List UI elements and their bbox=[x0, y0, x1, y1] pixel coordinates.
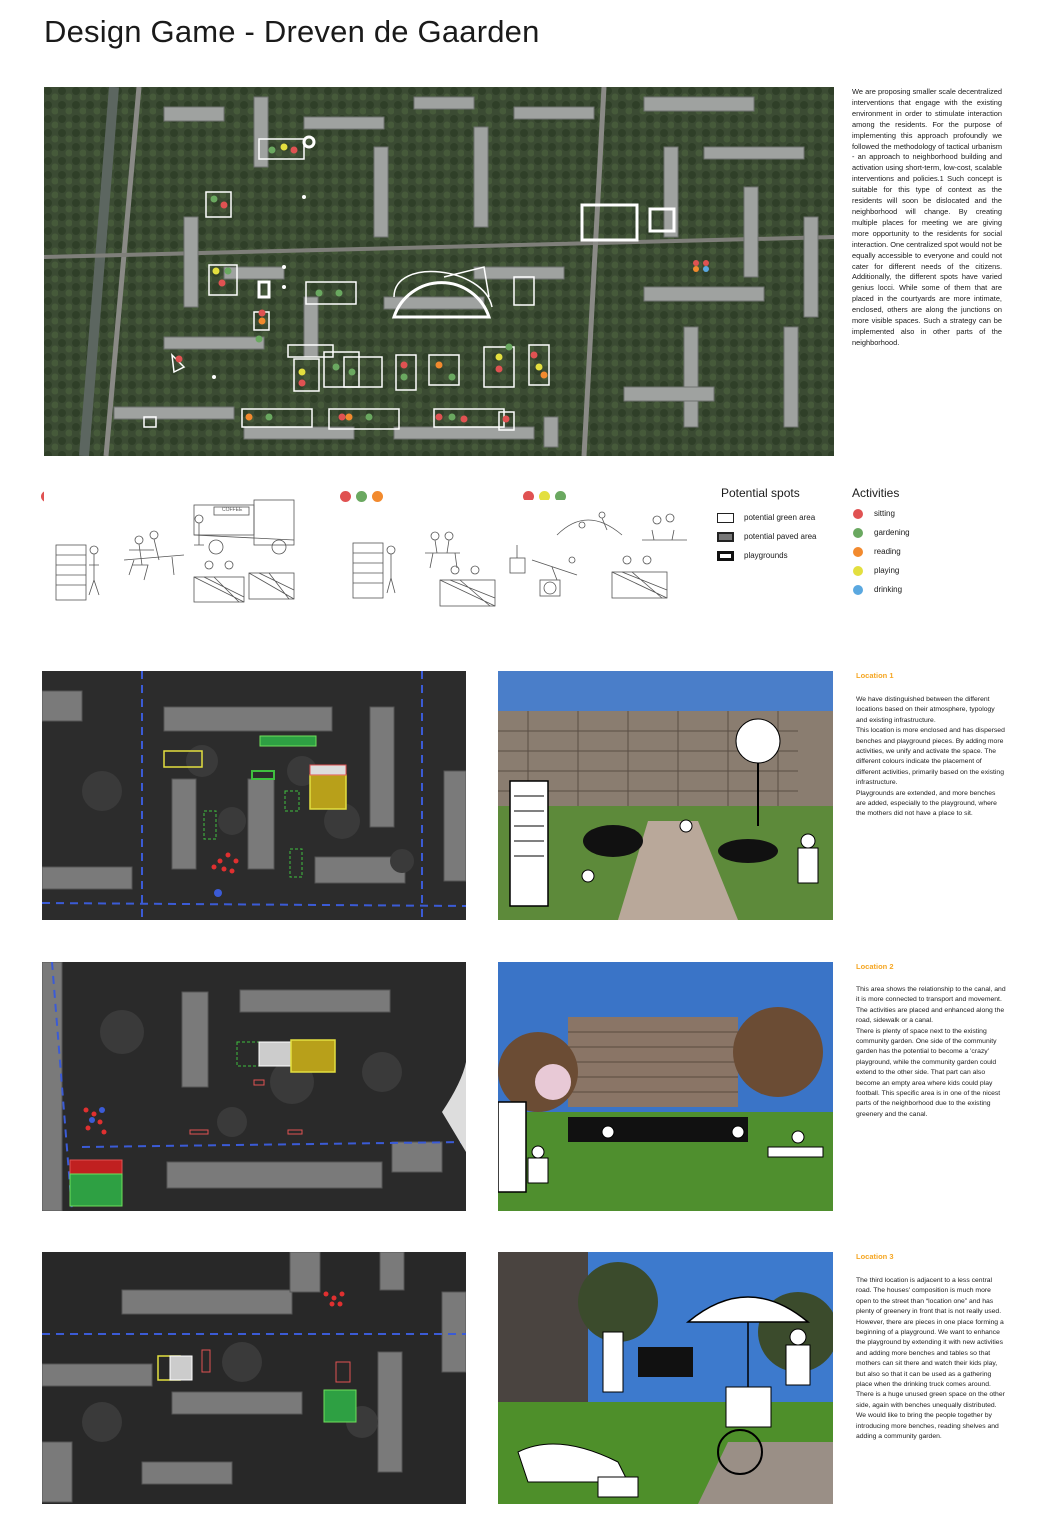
location-2-paragraph: This area shows the relationship to the canal, and it is more connected to transport and movement. The activities are placed and enhanced along the road, sidewalk or a canal. bbox=[856, 986, 1006, 1025]
location-3-paragraph: The third location is adjacent to a less central road. The houses' composition is much more open to the street than “location one” and has plenty of greenery in front that is not really used. However, there are pieces in one place forming a beginning of a playground. We want to enhance the playground by extending it with new activities and adding more benches and tables so that mothers can sit there and watch their kids play, but also so that it can be used as a gathering place when the drinking truck comes around. bbox=[856, 1277, 1004, 1389]
aerial-map bbox=[44, 87, 834, 456]
location-1-title: Location 1 bbox=[856, 671, 894, 680]
legend-label: playing bbox=[874, 566, 900, 575]
legend-activities-title: Activities bbox=[852, 486, 900, 500]
legend-label: potential green area bbox=[744, 513, 816, 522]
activity-dot bbox=[356, 491, 367, 502]
location-1-photo bbox=[498, 671, 833, 920]
legend-playing bbox=[853, 561, 910, 580]
legend-label: reading bbox=[874, 547, 901, 556]
gardening-dot bbox=[853, 528, 863, 538]
location-2-title: Location 2 bbox=[856, 962, 894, 971]
sketch-3-drawings bbox=[502, 500, 694, 605]
legend-green-area bbox=[717, 508, 817, 527]
location-3-map bbox=[42, 1252, 466, 1504]
location-3-paragraph: There is a huge unused green space on the other side, again with benches unequally distributed. We would like to bring the people together by introducing more benches, reading shelves and adding a community garden. bbox=[856, 1391, 1005, 1441]
reading-dot bbox=[853, 547, 863, 557]
sketch-2-activity-dots bbox=[340, 491, 388, 502]
location-3-photo bbox=[498, 1252, 833, 1504]
green-area-swatch bbox=[717, 513, 734, 523]
legend-label: potential paved area bbox=[744, 532, 817, 541]
legend-label: sitting bbox=[874, 509, 895, 518]
activity-dot bbox=[372, 491, 383, 502]
sketch-1-drawings bbox=[44, 485, 300, 607]
playing-dot bbox=[853, 566, 863, 576]
legend-spots-title: Potential spots bbox=[721, 486, 800, 500]
activity-dot bbox=[340, 491, 351, 502]
location-2-text bbox=[856, 985, 1006, 1120]
legend-paved-area bbox=[717, 527, 817, 546]
page-title: Design Game - Dreven de Gaarden bbox=[44, 14, 540, 49]
legend-label: drinking bbox=[874, 585, 903, 594]
location-2-photo bbox=[498, 962, 833, 1211]
legend-sitting bbox=[853, 504, 910, 523]
paved-area-swatch bbox=[717, 532, 734, 542]
location-3-title: Location 3 bbox=[856, 1252, 894, 1261]
location-2-paragraph: There is plenty of space next to the existing community garden. One side of the community garden has the potential to become a 'crazy' playground, while the community garden could extend to the other side. That part can also become an empty area where kids could play football. This specific area is in one of the nicest parts of the neighborhood due to the existing greenery and the canal. bbox=[856, 1027, 1001, 1118]
location-1-map bbox=[42, 671, 466, 920]
coffee-sign: COFFEE bbox=[222, 507, 243, 513]
legend-label: gardening bbox=[874, 528, 910, 537]
legend-reading bbox=[853, 542, 910, 561]
legend-playgrounds bbox=[717, 546, 817, 565]
legend-label: playgrounds bbox=[744, 551, 788, 560]
legend-spots bbox=[717, 508, 817, 565]
location-1-text bbox=[856, 695, 1006, 820]
sitting-dot bbox=[853, 509, 863, 519]
legend-activities bbox=[853, 504, 910, 599]
sketch-2-drawings bbox=[345, 508, 500, 608]
location-1-paragraph: This location is more enclosed and has dispersed benches and playground pieces. By adding more activities, we unify and activate the space. The different colours indicate the placement of different activities, primarily based on the existing infrastructure. bbox=[856, 727, 1005, 787]
location-3-text bbox=[856, 1276, 1006, 1443]
intro-paragraph: We are proposing smaller scale decentralized interventions that engage with the existing environment in order to stimulate interaction among the residents. For the purpose of implementing this approach profoundly we followed the methodology of tactical urbanism - an approach to neighborhood building and activation using short-term, low-cost, scalable interventions and policies.1 Such concept is suitable for this type of context as the residents will soon be dislocated and the neighborhood will change. By creating multiple places for meeting we are giving more opportunity to the residents for social interaction. One centralized spot would not be equally accessible to everyone and could not cater for different needs of the citizens. Additionally, the different spots have varied genius locci. While some of them that are placed in the courtyards are more intimate, enclosed, others are along the junctions on more visible spaces. Such a strategy can be implemented also in other parts of the neighborhood. bbox=[852, 87, 1002, 347]
legend-gardening bbox=[853, 523, 910, 542]
drinking-dot bbox=[853, 585, 863, 595]
playgrounds-swatch bbox=[717, 551, 734, 561]
location-2-map bbox=[42, 962, 466, 1211]
legend-drinking bbox=[853, 580, 910, 599]
location-1-paragraph: We have distinguished between the different locations based on their atmosphere, typology and existing infrastructure. bbox=[856, 696, 995, 724]
location-1-paragraph: Playgrounds are extended, and more benches are added, especially to the playground, where the mothers did not have a place to sit. bbox=[856, 789, 997, 818]
